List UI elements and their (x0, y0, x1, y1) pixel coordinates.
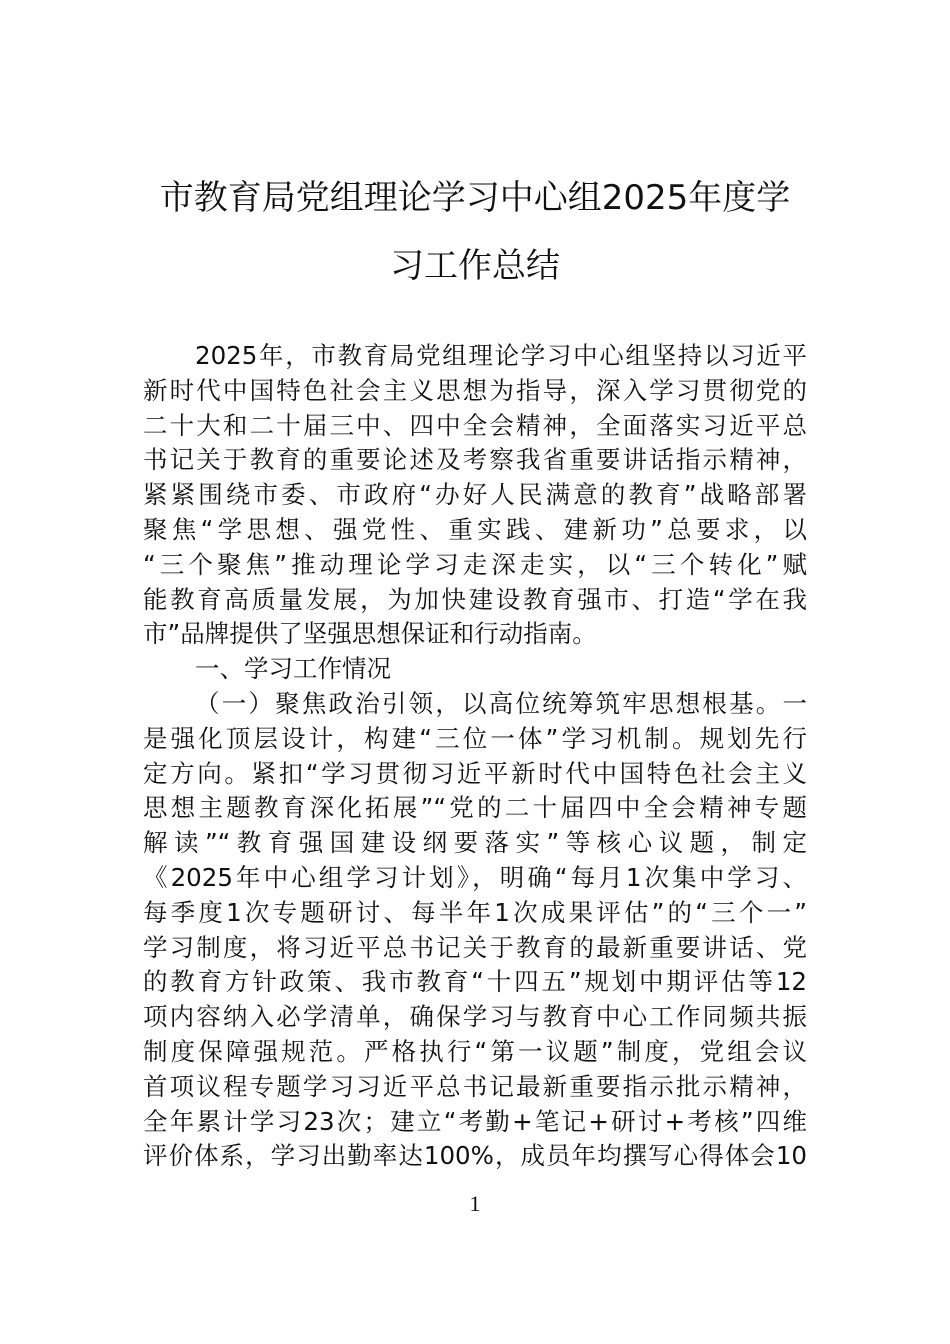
body-line: 项内容纳入必学清单，确保学习与教育中心工作同频共振 (143, 1002, 807, 1032)
body-line: “三个聚焦”推动理论学习走深走实，以“三个转化”赋 (143, 549, 807, 579)
section-heading: 一、学习工作情况 (195, 654, 391, 684)
body-line: 定方向。紧扣“学习贯彻习近平新时代中国特色社会主义 (143, 758, 807, 788)
subsection-heading: （一）聚焦政治引领，以高位统筹筑牢思想根基。一 (195, 688, 807, 718)
body-line: 全年累计学习23次；建立“考勤+笔记+研讨+考核”四维 (143, 1106, 807, 1136)
body-line: 紧紧围绕市委、市政府“办好人民满意的教育”战略部署 (143, 480, 807, 510)
body-line: 解读”“教育强国建设纲要落实”等核心议题，制定 (143, 828, 807, 858)
body-line: 新时代中国特色社会主义思想为指导，深入学习贯彻党的 (143, 375, 807, 405)
body-line: 学习制度，将习近平总书记关于教育的最新重要讲话、党 (143, 932, 807, 962)
body-line: 评价体系，学习出勤率达100%，成员年均撰写心得体会10 (143, 1141, 807, 1171)
body-line: 二十大和二十届三中、四中全会精神，全面落实习近平总 (143, 410, 807, 440)
document-title-line-1: 市教育局党组理论学习中心组2025年度学 (159, 178, 791, 218)
body-line: 能教育高质量发展，为加快建设教育强市、打造“学在我 (143, 584, 807, 614)
body-line: 每季度1次专题研讨、每半年1次成果评估”的“三个一” (143, 897, 807, 927)
page-number: 1 (469, 1191, 481, 1216)
body-line: 2025年，市教育局党组理论学习中心组坚持以习近平 (195, 341, 807, 370)
document-body (143, 339, 807, 1174)
body-line: 聚焦“学思想、强党性、重实践、建新功”总要求，以 (143, 514, 807, 544)
body-line: 市”品牌提供了坚强思想保证和行动指南。 (143, 619, 597, 649)
body-line: 制度保障强规范。严格执行“第一议题”制度，党组会议 (143, 1036, 807, 1066)
body-line: 书记关于教育的重要论述及考察我省重要讲话指示精神， (143, 445, 807, 475)
body-line: 《2025年中心组学习计划》，明确“每月1次集中学习、 (143, 862, 807, 892)
body-line: 首项议程专题学习习近平总书记最新重要指示批示精神， (143, 1071, 807, 1101)
body-line: 是强化顶层设计，构建“三位一体”学习机制。规划先行 (143, 723, 807, 753)
body-line: 思想主题教育深化拓展”“党的二十届四中全会精神专题 (143, 793, 807, 823)
document-title-line-2: 习工作总结 (390, 246, 560, 286)
body-line: 的教育方针政策、我市教育“十四五”规划中期评估等12 (143, 967, 807, 997)
